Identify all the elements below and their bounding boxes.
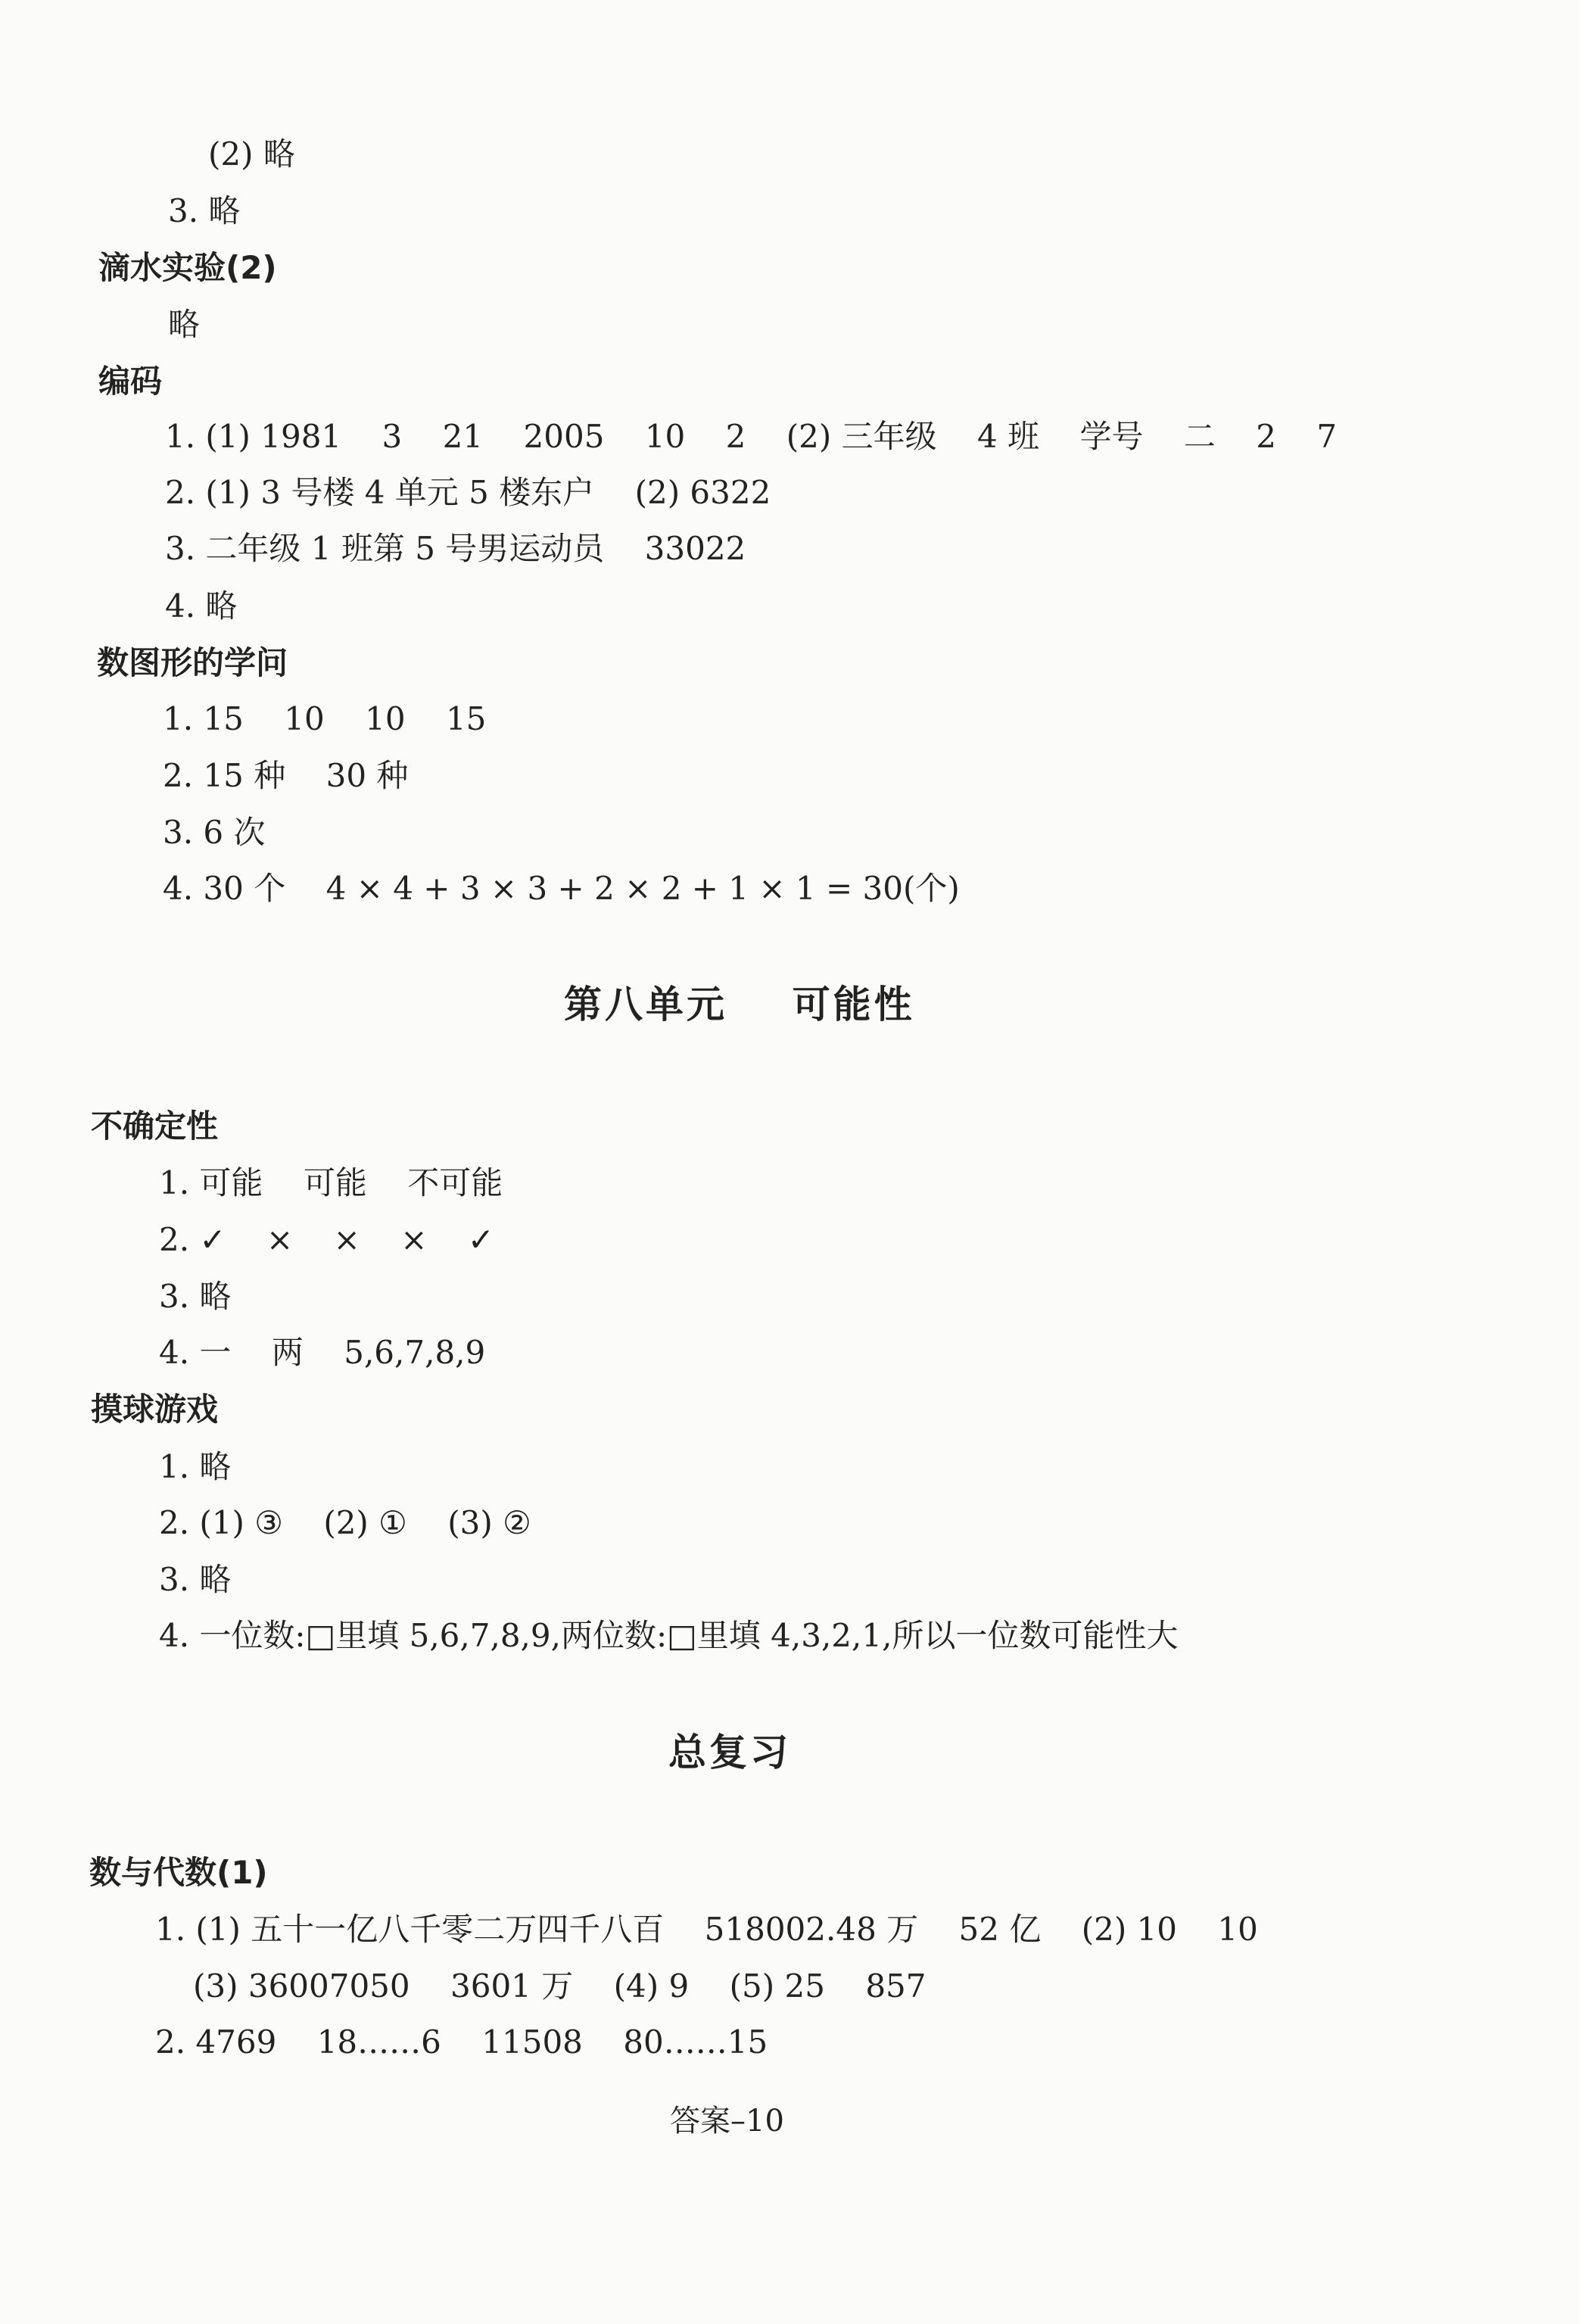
answer-line: 4. 30 个 4 × 4 + 3 × 3 + 2 × 2 + 1 × 1 = 30(个) [163, 870, 960, 907]
answer-line: 4. 略 [165, 587, 238, 625]
unit-title: 第八单元 可能性 [564, 983, 915, 1026]
answer-line: 3. 二年级 1 班第 5 号男运动员 33022 [165, 530, 746, 567]
answer-line: 4. 一 两 5,6,7,8,9 [159, 1334, 486, 1371]
answer-line: 1. (1) 1981 3 21 2005 10 2 (2) 三年级 4 班 学号 二 2 7 [165, 418, 1338, 455]
answer-line: 3. 6 次 [163, 814, 266, 851]
answer-line: 1. (1) 五十一亿八千零二万四千八百 518002.48 万 52 亿 (2) 10 10 [155, 1911, 1258, 1948]
section-heading: 数图形的学问 [97, 644, 288, 681]
answer-line: 2. 4769 18……6 11508 80……15 [155, 2023, 768, 2061]
answer-line: 2. (1) ③ (2) ① (3) ② [159, 1504, 531, 1541]
answer-line: 1. 15 10 10 15 [163, 700, 487, 737]
section-heading: 摸球游戏 [91, 1391, 219, 1428]
section-heading: 编码 [98, 363, 163, 400]
section-heading: 不确定性 [91, 1107, 219, 1145]
answer-line: 4. 一位数:□里填 5,6,7,8,9,两位数:□里填 4,3,2,1,所以一位数可能性大 [159, 1617, 1179, 1654]
answer-line: 3. 略 [168, 192, 241, 229]
answer-line: (3) 36007050 3601 万 (4) 9 (5) 25 857 [193, 1967, 927, 2005]
answer-line: 2. 15 种 30 种 [163, 757, 409, 794]
answer-line: (2) 略 [208, 136, 295, 173]
answer-line: 2. ✓ × × × ✓ [159, 1221, 494, 1258]
unit-title: 总复习 [668, 1731, 791, 1774]
answer-line: 略 [168, 306, 201, 343]
answer-line: 1. 可能 可能 不可能 [159, 1164, 503, 1201]
answer-line: 3. 略 [159, 1278, 232, 1315]
section-heading: 滴水实验(2) [98, 249, 277, 286]
answer-line: 1. 略 [159, 1448, 232, 1485]
section-heading: 数与代数(1) [89, 1854, 268, 1891]
answer-line: 3. 略 [159, 1561, 232, 1598]
answer-line: 2. (1) 3 号楼 4 单元 5 楼东户 (2) 6322 [165, 474, 771, 511]
page-number: 答案–10 [670, 2104, 784, 2139]
